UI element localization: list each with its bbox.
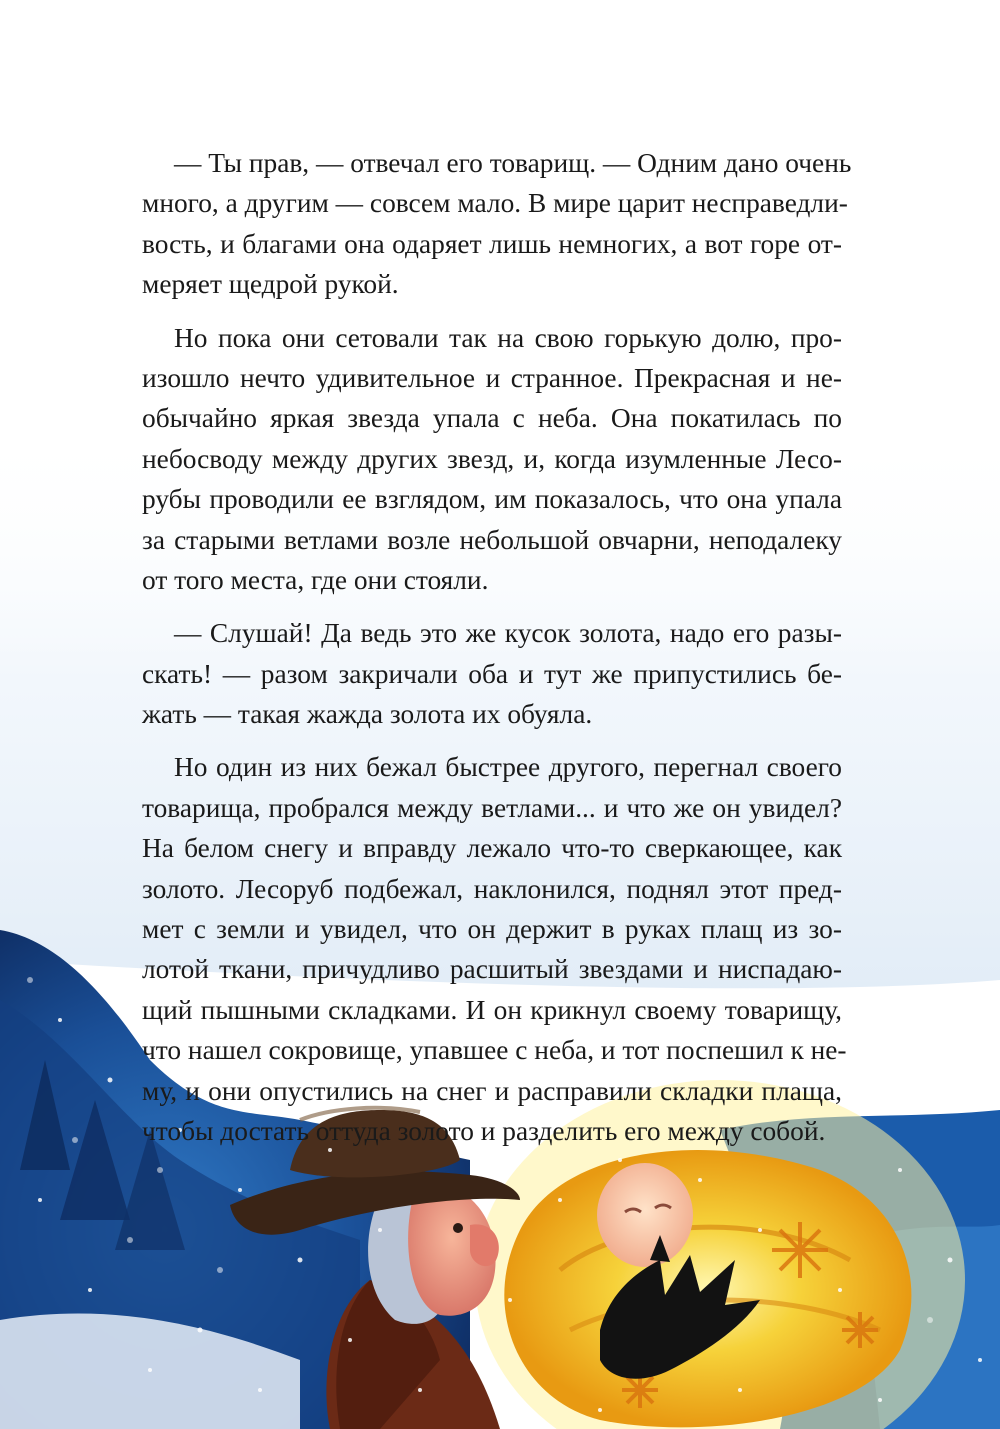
text-line: золото. Лесоруб подбежал, наклонился, поднял этот пред- <box>142 873 842 904</box>
text-line: за старыми ветлами возле небольшой овчарни, неподалеку <box>142 524 842 555</box>
text-line: скать! — разом закричали оба и тут же припустились бе- <box>142 658 842 689</box>
text-line: что нашел сокровище, упавшее с неба, и тот поспешил к не- <box>142 1035 847 1066</box>
text-line: от того места, где они стояли. <box>142 564 489 595</box>
text-line: чтобы достать оттуда золото и разделить его между собой. <box>142 1115 826 1146</box>
text-line: лотой ткани, причудливо расшитый звездами и ниспадаю- <box>142 954 842 985</box>
text-line: много, а другим — совсем мало. В мире царит несправедли- <box>142 188 848 219</box>
text-line: Но пока они сетовали так на свою горькую долю, про- <box>174 322 842 353</box>
story-text <box>142 143 852 1151</box>
paragraph <box>142 613 842 734</box>
text-line: — Ты прав, — отвечал его товарищ. — Одним дано очень <box>174 148 852 178</box>
text-line: обычайно яркая звезда упала с неба. Она покатилась по <box>142 403 842 434</box>
text-line: небосводу между других звезд, и, когда изумленные Лесо- <box>142 443 842 474</box>
paragraph <box>142 318 842 601</box>
text-line: Но один из них бежал быстрее другого, перегнал своего <box>174 752 842 783</box>
paragraph <box>142 143 852 305</box>
text-line: товарища, пробрался между ветлами... и что же он увидел? <box>142 792 842 823</box>
text-line: щий пышными складками. И он крикнул своему товарищу, <box>142 994 842 1025</box>
text-line: жать — такая жажда золота их обуяла. <box>142 699 593 730</box>
text-line: мет с земли и увидел, что он держит в руках плащ из зо- <box>142 914 842 945</box>
text-line: изошло нечто удивительное и странное. Прекрасная и не- <box>142 362 842 393</box>
text-line: меряет щедрой рукой. <box>142 269 399 300</box>
text-line: вость, и благами она одаряет лишь немногих, а вот горе от- <box>142 228 842 259</box>
text-line: — Слушай! Да ведь это же кусок золота, надо его разы- <box>174 618 842 649</box>
text-line: На белом снегу и вправду лежало что-то сверкающее, как <box>142 833 842 864</box>
text-line: рубы проводили ее взглядом, им показалось, что она упала <box>142 484 842 515</box>
paragraph <box>142 747 847 1151</box>
text-line: му, и они опустились на снег и расправили складки плаща, <box>142 1075 842 1106</box>
